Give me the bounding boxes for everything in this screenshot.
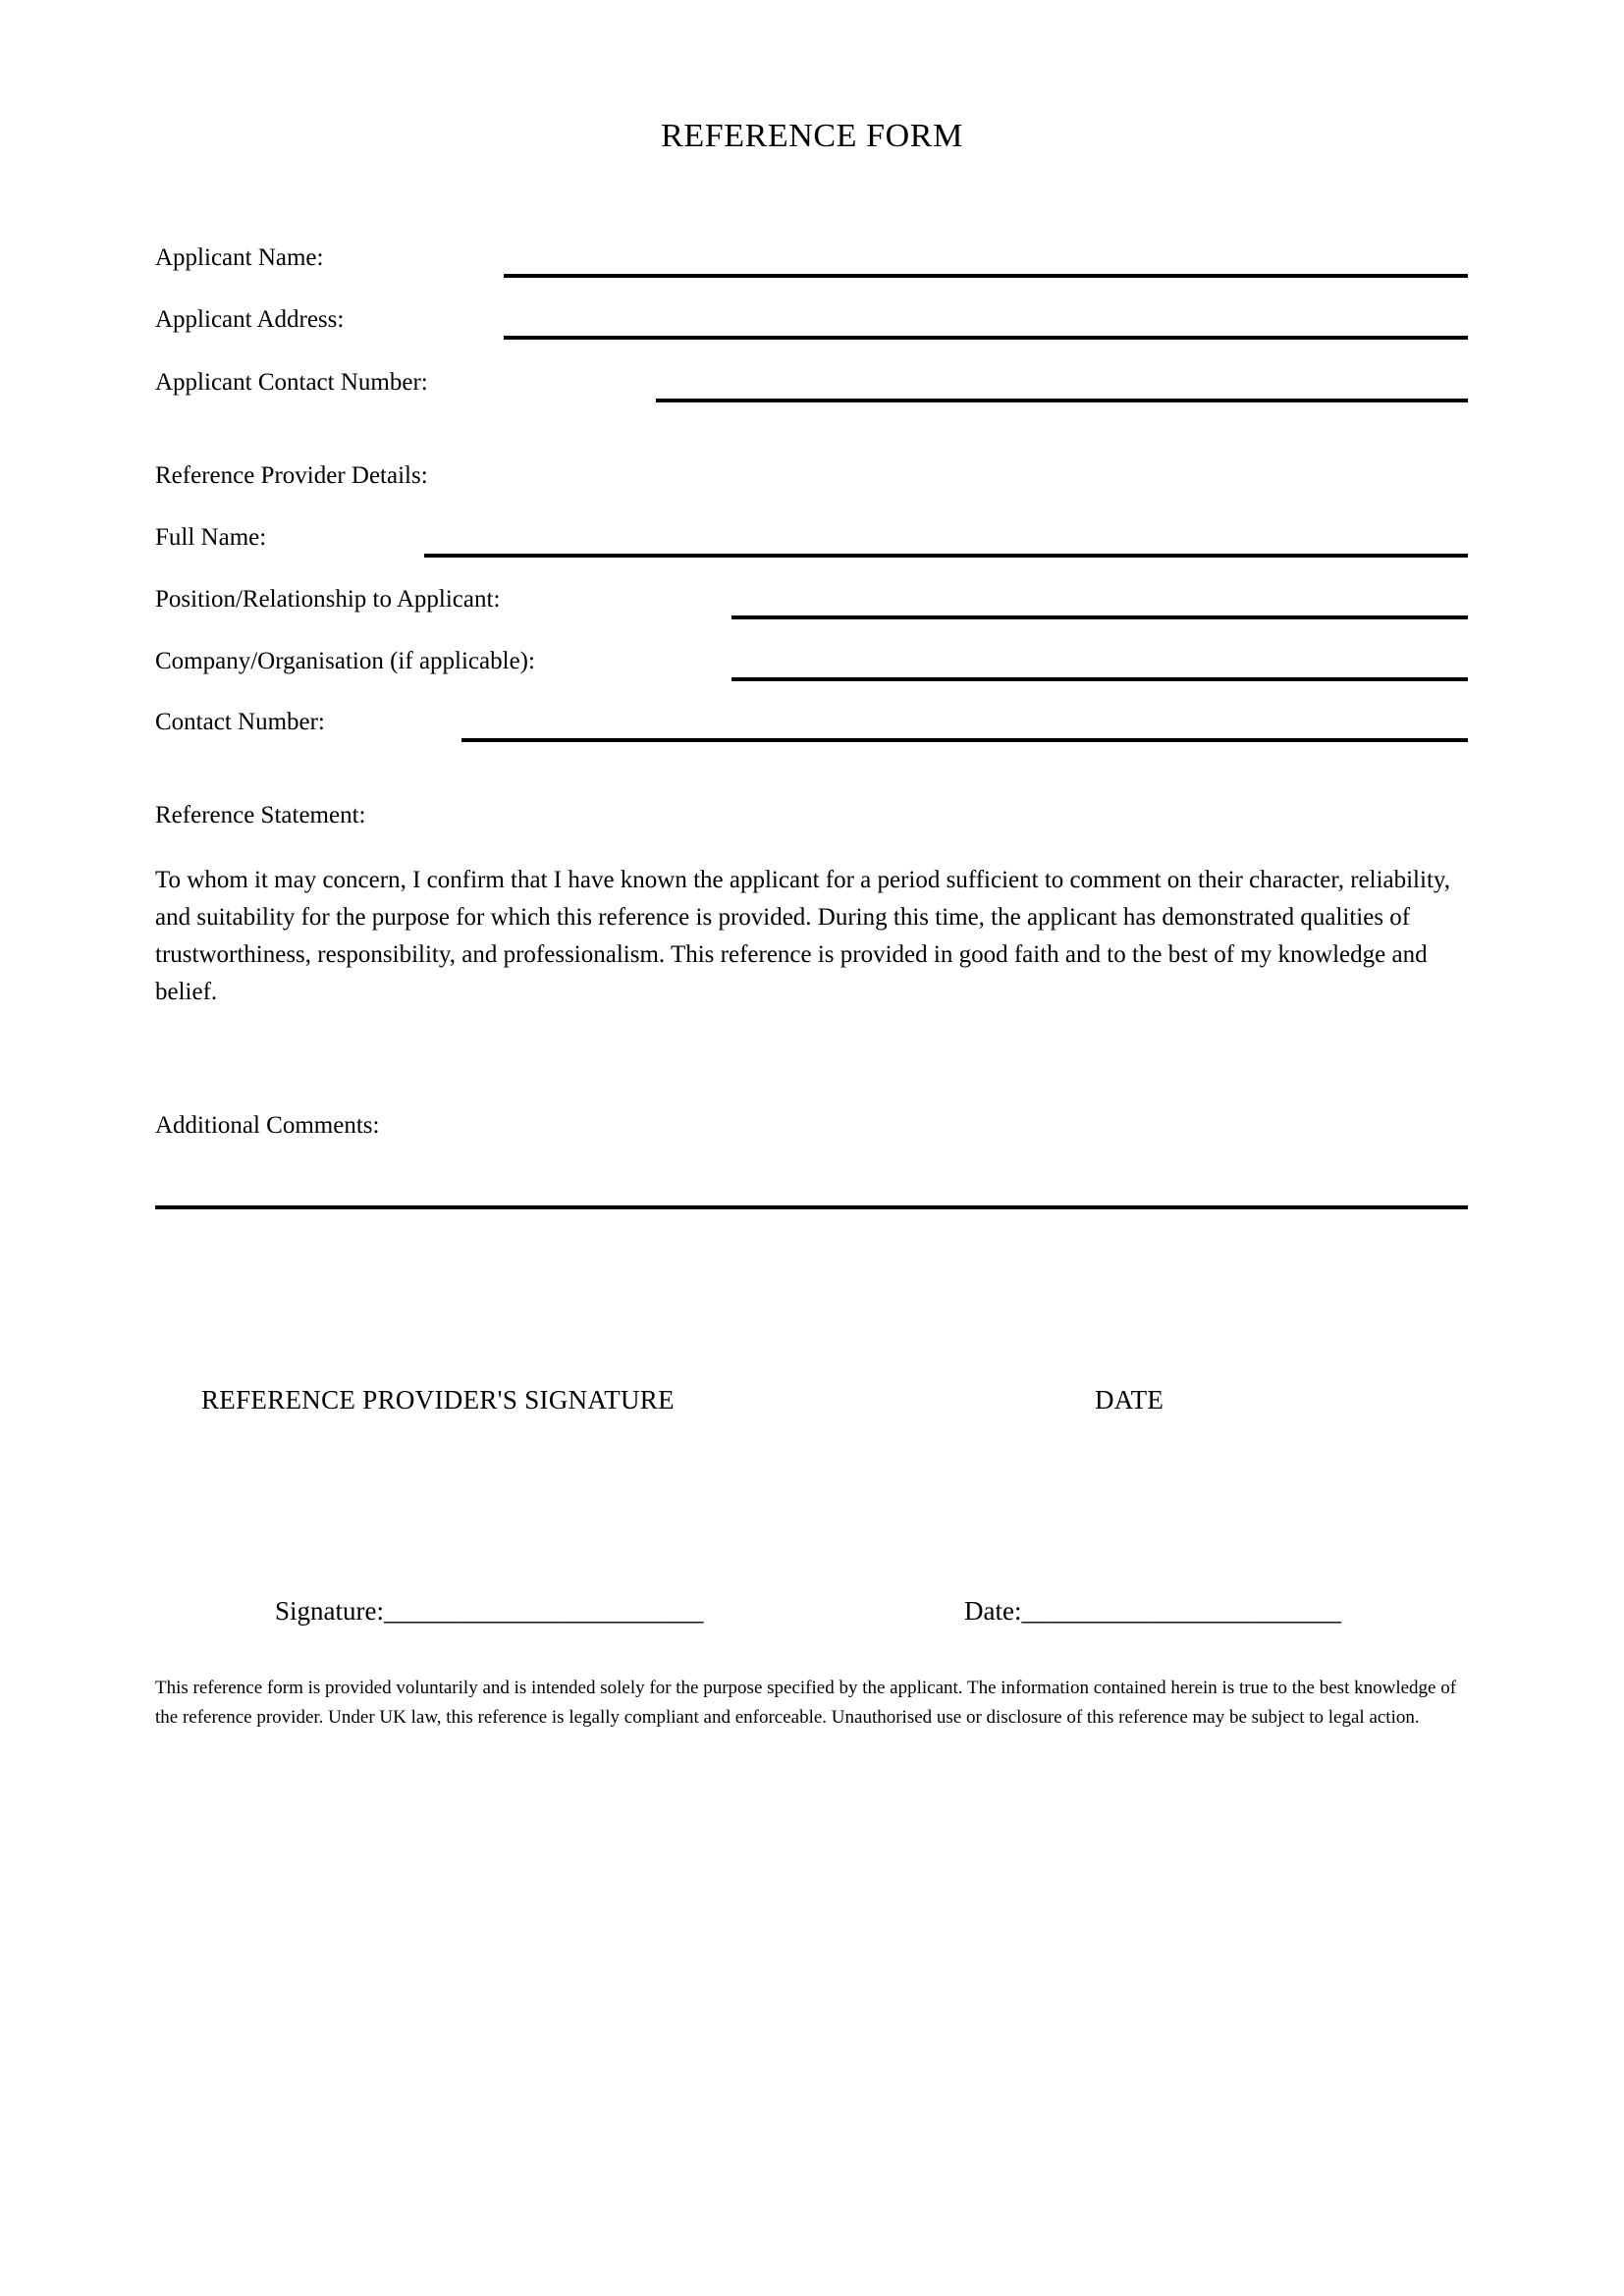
field-line-applicant-contact-number[interactable] bbox=[656, 399, 1468, 402]
heading-reference-provider-details: Reference Provider Details: bbox=[155, 462, 428, 489]
heading-reference-statement: Reference Statement: bbox=[155, 802, 366, 828]
page-title: REFERENCE FORM bbox=[661, 118, 963, 154]
reference-statement-body: To whom it may concern, I confirm that I have known the applicant for a period sufficient to comment on their character, reliability, and suitability for the purpose for which this reference is provided. During this time, the applicant has demonstrated qualities of trustworthiness, responsibility, and professionalism. This reference is provided in good faith and to the best of my knowledge and belief. bbox=[155, 867, 1451, 1005]
label-provider-position-relationship: Position/Relationship to Applicant: bbox=[155, 586, 501, 613]
field-line-additional-comments[interactable] bbox=[155, 1205, 1468, 1209]
signature-label: Signature: bbox=[275, 1596, 384, 1626]
field-line-provider-full-name[interactable] bbox=[424, 554, 1468, 558]
field-line-applicant-name[interactable] bbox=[504, 274, 1468, 278]
label-provider-company-organisation: Company/Organisation (if applicable): bbox=[155, 648, 535, 674]
field-line-applicant-address[interactable] bbox=[504, 336, 1468, 340]
signature-blank[interactable]: _________________________ bbox=[383, 1596, 703, 1626]
label-applicant-contact-number: Applicant Contact Number: bbox=[155, 369, 428, 396]
heading-reference-provider-signature: REFERENCE PROVIDER'S SIGNATURE bbox=[201, 1385, 675, 1415]
label-provider-contact-number: Contact Number: bbox=[155, 709, 325, 735]
label-applicant-address: Applicant Address: bbox=[155, 306, 345, 333]
field-line-provider-position-relationship[interactable] bbox=[731, 615, 1468, 619]
field-line-provider-company-organisation[interactable] bbox=[731, 677, 1468, 681]
label-applicant-name: Applicant Name: bbox=[155, 244, 324, 271]
date-label: Date: bbox=[964, 1596, 1022, 1626]
label-provider-full-name: Full Name: bbox=[155, 524, 267, 551]
field-line-provider-contact-number[interactable] bbox=[461, 738, 1468, 742]
date-field[interactable] bbox=[938, 1566, 1340, 1657]
signature-field[interactable] bbox=[248, 1566, 703, 1657]
heading-additional-comments: Additional Comments: bbox=[155, 1112, 380, 1139]
footer-disclaimer: This reference form is provided voluntarily and is intended solely for the purpose specified by the applicant. The information contained herein is true to the best knowledge of the reference provider. Under UK law, this reference is legally compliant and enforceable. Unauthorised use or disclosure of this reference may be subject to legal action. bbox=[155, 1678, 1457, 1728]
date-blank[interactable]: _________________________ bbox=[1021, 1596, 1341, 1626]
heading-date: DATE bbox=[1095, 1385, 1164, 1415]
